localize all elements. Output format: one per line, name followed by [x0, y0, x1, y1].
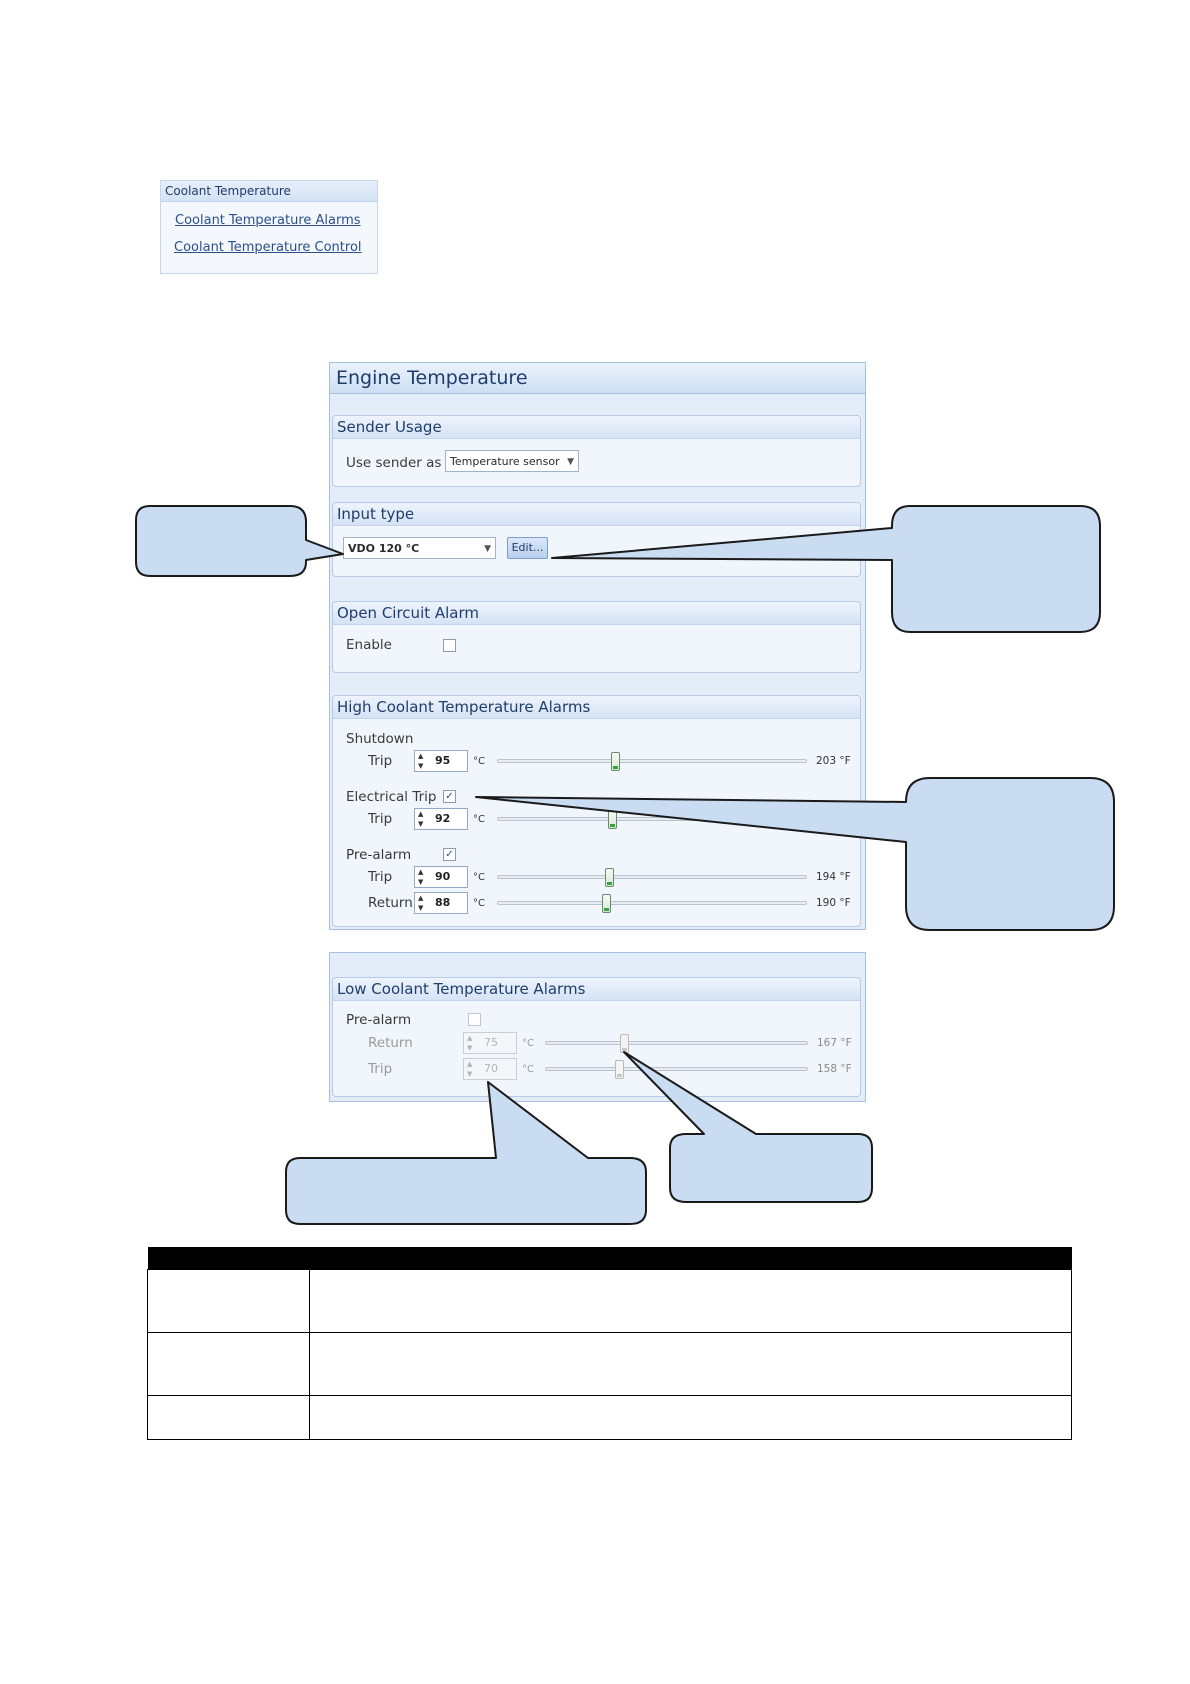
shutdown-label: Shutdown: [346, 731, 414, 747]
table-header-cell: [148, 1247, 310, 1270]
low-return-value: 75: [484, 1036, 498, 1049]
electrical-trip-value: 92: [435, 812, 451, 825]
updown-arrows-icon[interactable]: ▲ ▼: [467, 1034, 473, 1052]
prealarm-return-unit: °C: [473, 898, 485, 909]
updown-arrows-icon[interactable]: ▲ ▼: [418, 894, 424, 912]
prealarm-trip-fahrenheit: 194 °F: [816, 871, 851, 883]
link-coolant-temperature-control[interactable]: Coolant Temperature Control: [174, 240, 362, 255]
electrical-trip-label: Electrical Trip: [346, 789, 437, 805]
updown-arrows-icon[interactable]: ▲ ▼: [418, 810, 424, 828]
open-circuit-header: Open Circuit Alarm: [333, 602, 860, 625]
callout-edit-button: [552, 506, 1100, 632]
high-alarms-header: High Coolant Temperature Alarms: [333, 696, 860, 719]
chevron-down-icon: ▼: [567, 457, 574, 467]
table-row: [148, 1333, 1072, 1396]
table-row: [148, 1270, 1072, 1333]
edit-button[interactable]: Edit...: [507, 537, 548, 559]
prealarm-return-value: 88: [435, 896, 451, 909]
table-cell: [310, 1333, 1072, 1396]
link-coolant-temperature-alarms[interactable]: Coolant Temperature Alarms: [175, 213, 361, 228]
prealarm-return-fahrenheit: 190 °F: [816, 897, 851, 909]
low-prealarm-label: Pre-alarm: [346, 1012, 412, 1028]
prealarm-trip-label: Trip: [368, 869, 393, 885]
callout-low-spinner: [286, 1082, 646, 1224]
updown-arrows-icon[interactable]: ▲ ▼: [467, 1060, 473, 1078]
low-return-unit: °C: [522, 1038, 534, 1049]
table-cell: [148, 1396, 310, 1440]
prealarm-return-label: Return: [368, 895, 413, 911]
input-type-value: VDO 120 °C: [348, 542, 420, 555]
low-trip-fahrenheit: 158 °F: [817, 1063, 852, 1075]
prealarm-trip-unit: °C: [473, 872, 485, 883]
low-trip-value: 70: [484, 1062, 498, 1075]
table-cell: [310, 1396, 1072, 1440]
callout-low-slider: [624, 1052, 872, 1202]
low-trip-unit: °C: [522, 1064, 534, 1075]
panel-title: Engine Temperature: [330, 363, 865, 394]
prealarm-trip-value: 90: [435, 870, 451, 883]
electrical-trip-trip-label: Trip: [368, 811, 393, 827]
shutdown-trip-fahrenheit: 203 °F: [816, 755, 851, 767]
low-trip-label: Trip: [368, 1061, 393, 1077]
low-alarms-header: Low Coolant Temperature Alarms: [333, 978, 860, 1001]
table-header-cell: [310, 1247, 1072, 1270]
updown-arrows-icon[interactable]: ▲ ▼: [418, 752, 424, 770]
prealarm-checkbox[interactable]: ✓: [443, 848, 456, 861]
callout-electrical-trip: [476, 778, 1114, 930]
table-cell: [148, 1333, 310, 1396]
chevron-down-icon: ▼: [484, 544, 491, 554]
use-sender-label: Use sender as: [346, 455, 442, 471]
electrical-trip-unit: °C: [473, 814, 485, 825]
shutdown-trip-value: 95: [435, 754, 451, 767]
enable-label: Enable: [346, 637, 392, 653]
nav-header: Coolant Temperature: [161, 181, 377, 202]
table-row: [148, 1396, 1072, 1440]
prealarm-label: Pre-alarm: [346, 847, 412, 863]
updown-arrows-icon[interactable]: ▲ ▼: [418, 868, 424, 886]
table-header-row: [148, 1247, 1072, 1270]
electrical-trip-checkbox[interactable]: ✓: [443, 790, 456, 803]
low-return-fahrenheit: 167 °F: [817, 1037, 852, 1049]
low-return-label: Return: [368, 1035, 413, 1051]
sender-usage-value: Temperature sensor: [450, 455, 560, 468]
shutdown-trip-label: Trip: [368, 753, 393, 769]
table-cell: [148, 1270, 310, 1333]
description-table: [147, 1247, 1072, 1440]
shutdown-trip-unit: °C: [473, 756, 485, 767]
sender-usage-header: Sender Usage: [333, 416, 860, 439]
callout-input-type: [136, 506, 343, 576]
table-cell: [310, 1270, 1072, 1333]
input-type-header: Input type: [333, 503, 860, 526]
